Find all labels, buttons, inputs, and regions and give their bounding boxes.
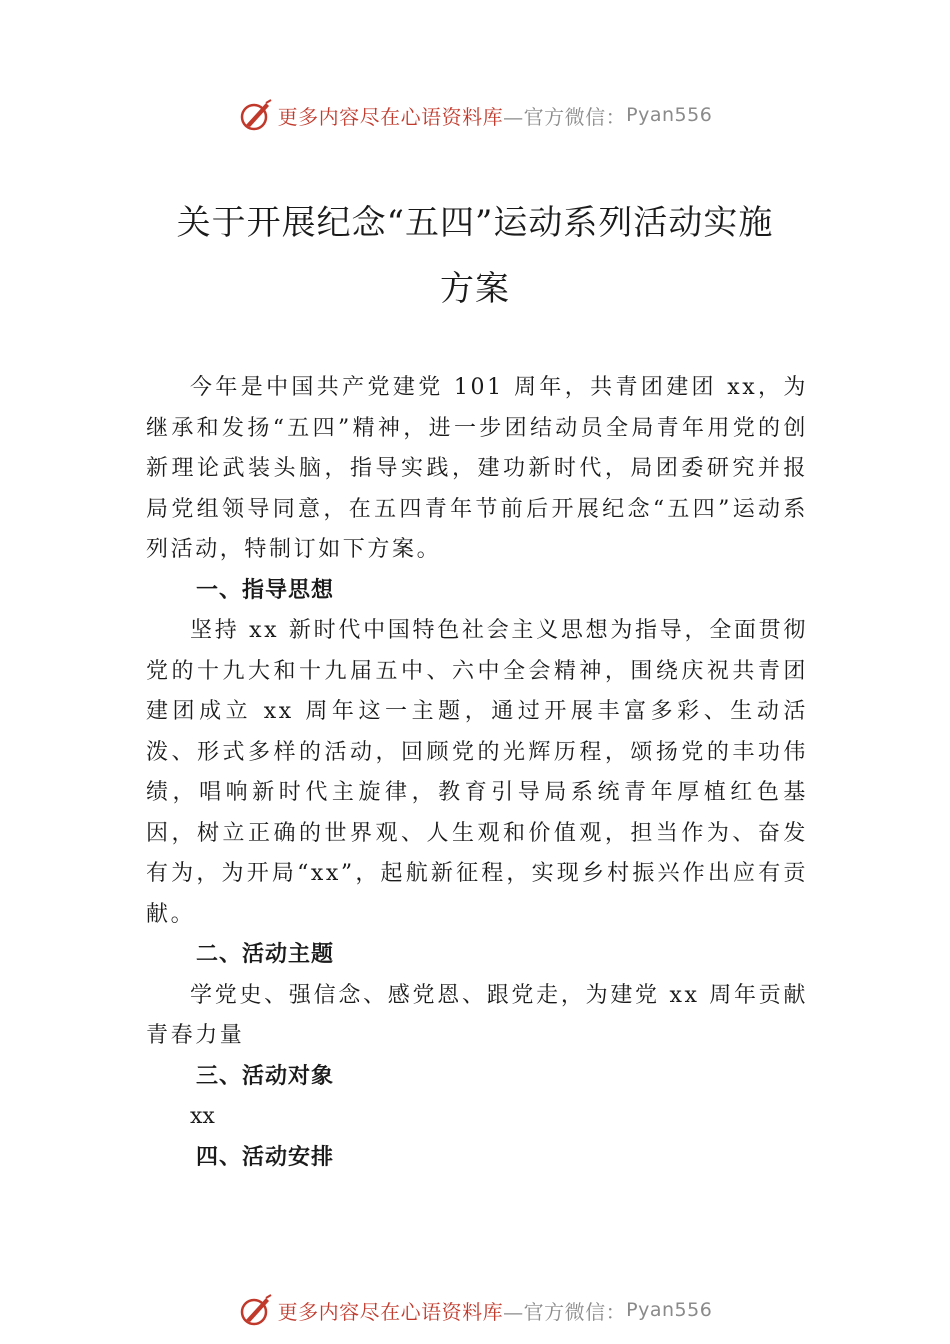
watermark-gray-text: —官方微信： — [503, 104, 627, 129]
quill-circle-icon — [238, 97, 274, 133]
document-body — [146, 368, 808, 1178]
watermark-wechat-id: Pyan556 — [626, 1299, 713, 1321]
quill-circle-icon — [238, 1292, 274, 1328]
watermark-gray-text: —官方微信： — [503, 1299, 627, 1324]
watermark-banner-bottom — [0, 1290, 950, 1330]
section-heading-2: 二、活动主题 — [196, 942, 335, 967]
section-heading-3: 三、活动对象 — [196, 1063, 335, 1089]
watermark-banner-top — [0, 95, 950, 135]
title-line-1: 关于开展纪念“五四”运动系列活动实施 — [176, 203, 774, 243]
section-text-3: xx — [190, 1104, 215, 1129]
document-title — [145, 190, 805, 322]
section-text-2: 学党史、强信念、感党恩、跟党走，为建党 xx 周年贡献青春力量 — [146, 982, 808, 1048]
watermark-red-text: 更多内容尽在心语资料库 — [277, 104, 504, 129]
section-heading-1: 一、指导思想 — [196, 577, 335, 603]
intro-paragraph: 今年是中国共产党建党 101 周年，共青团建团 xx，为继承和发扬“五四”精神，进一步团结动员全局青年用党的创新理论武装头脑，指导实践，建功新时代，局团委研究并报局党组领导同意，在五四青年节前后开展纪念“五四”运动系列活动，特制订如下方案。 — [146, 375, 808, 562]
title-line-2: 方案 — [440, 269, 510, 309]
section-heading-4: 四、活动安排 — [196, 1144, 335, 1170]
watermark-red-text: 更多内容尽在心语资料库 — [277, 1299, 504, 1324]
watermark-wechat-id: Pyan556 — [626, 104, 713, 126]
section-text-1: 坚持 xx 新时代中国特色社会主义思想为指导，全面贯彻党的十九大和十九届五中、六中全会精神，围绕庆祝共青团建团成立 xx 周年这一主题，通过开展丰富多彩、生动活泼、形式多样的活动，回顾党的光辉历程，颂扬党的丰功伟绩，唱响新时代主旋律，教育引导局系统青年厚植红色基因，树立正确的世界观、人生观和价值观，担当作为、奋发有为，为开局“xx”，起航新征程，实现乡村振兴作出应有贡献。 — [146, 618, 808, 927]
